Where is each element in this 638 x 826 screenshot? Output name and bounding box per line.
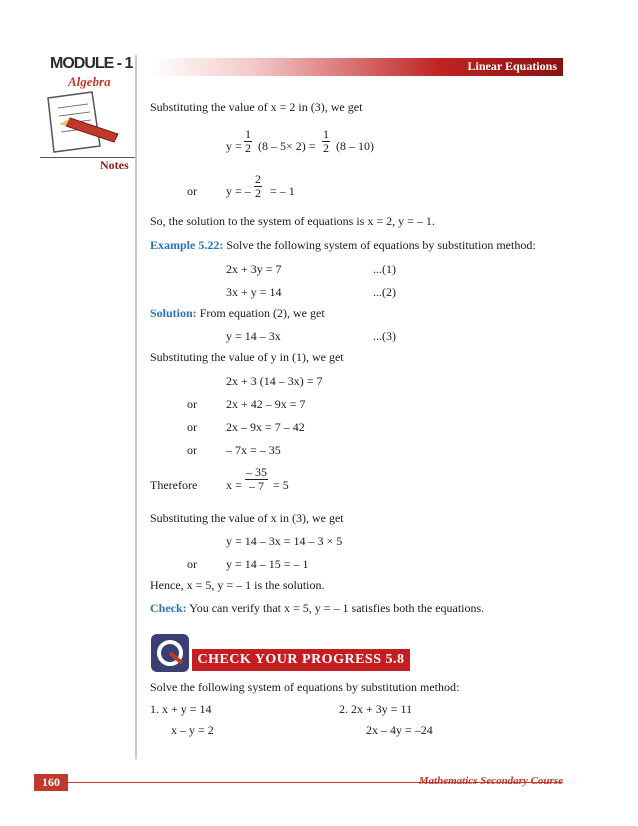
fraction-denominator: 2 [323, 141, 329, 155]
equation-tag: ...(1) [373, 262, 396, 276]
fraction [254, 173, 262, 200]
question-1-line-2: x – y = 2 [171, 723, 214, 737]
solution-line [150, 306, 325, 320]
equation-lhs: x = [226, 478, 242, 492]
equation-text: = 5 [273, 478, 289, 492]
question-2-line-2: 2x – 4y = –24 [366, 723, 433, 737]
or-label: or [187, 557, 197, 571]
fraction-denominator: 2 [255, 186, 261, 200]
equation-text: = – 1 [270, 184, 295, 198]
question-1-line-1: 1. x + y = 14 [150, 702, 212, 716]
fraction-numerator: 1 [323, 127, 329, 141]
fraction-denominator: 2 [245, 141, 251, 155]
fraction [245, 466, 268, 493]
equation-text: (8 – 5× 2) = [258, 139, 316, 153]
page-number-badge [34, 774, 68, 791]
equation: 2x – 9x = 7 – 42 [226, 420, 305, 434]
fraction-numerator: 1 [245, 127, 251, 141]
equation-lhs: y = – [226, 184, 251, 198]
progress-check-icon [150, 633, 190, 673]
equation-text: (8 – 10) [336, 139, 374, 153]
text-line: Substituting the value of x in (3), we get [150, 511, 344, 525]
check-text: You can verify that x = 5, y = – 1 satisfies both the equations. [189, 601, 485, 615]
fraction [244, 128, 252, 155]
check-line [150, 601, 484, 615]
or-label: or [187, 420, 197, 434]
example-text: Solve the following system of equations by substitution method: [226, 238, 536, 252]
equation: 3x + y = 14 [226, 285, 282, 299]
fraction-numerator: 2 [255, 172, 261, 186]
equation: y = 14 – 3x = 14 – 3 × 5 [226, 534, 343, 548]
text-line: So, the solution to the system of equations is x = 2, y = – 1. [150, 214, 435, 228]
margin-divider [135, 55, 137, 759]
or-label: or [187, 443, 197, 457]
progress-instruction: Solve the following system of equations by substitution method: [150, 680, 460, 694]
question-2-line-1: 2. 2x + 3y = 11 [339, 702, 413, 716]
fraction-denominator: – 7 [249, 479, 264, 493]
module-title: MODULE - 1 [50, 55, 133, 72]
equation-tag: ...(2) [373, 285, 396, 299]
course-title: Mathematics Secondary Course [418, 775, 563, 787]
text-line: Substituting the value of x = 2 in (3), we get [150, 100, 363, 114]
notes-pencil-icon [40, 88, 130, 163]
solution-label: Solution: [150, 306, 197, 320]
equation: y = 14 – 15 = – 1 [226, 557, 309, 571]
fraction [322, 128, 330, 155]
example-line [150, 238, 536, 252]
or-label: or [187, 184, 197, 198]
equation: y = 14 – 3x [226, 329, 281, 343]
chapter-title: Linear Equations [467, 59, 557, 73]
equation: 2x + 3y = 7 [226, 262, 282, 276]
progress-banner [192, 649, 410, 671]
notes-label: Notes [100, 158, 129, 172]
text-line: Hence, x = 5, y = – 1 is the solution. [150, 578, 325, 592]
page-number: 160 [42, 775, 60, 789]
fraction-numerator: – 35 [246, 465, 267, 479]
chapter-header-bar [150, 58, 563, 76]
solution-text: From equation (2), we get [199, 306, 325, 320]
equation: 2x + 42 – 9x = 7 [226, 397, 306, 411]
module-subject: Algebra [68, 74, 111, 89]
equation: – 7x = – 35 [226, 443, 281, 457]
or-label: or [187, 397, 197, 411]
example-label: Example 5.22: [150, 238, 224, 252]
therefore-label: Therefore [150, 478, 198, 492]
check-label: Check: [150, 601, 187, 615]
text-line: Substituting the value of y in (1), we get [150, 350, 344, 364]
equation-lhs: y = [226, 139, 242, 153]
equation-tag: ...(3) [373, 329, 396, 343]
progress-title: CHECK YOUR PROGRESS 5.8 [197, 652, 405, 667]
equation: 2x + 3 (14 – 3x) = 7 [226, 374, 323, 388]
